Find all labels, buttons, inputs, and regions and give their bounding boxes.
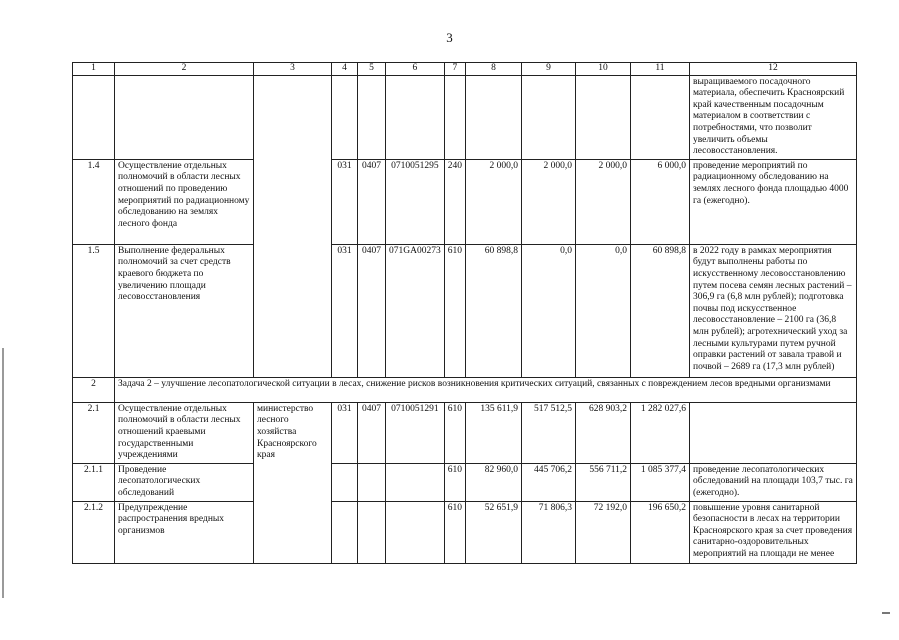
column-header-row <box>73 63 857 76</box>
row-number: 2.1 <box>73 402 115 463</box>
table-row-continuation <box>73 75 857 159</box>
gl-code: 031 <box>332 159 358 244</box>
amount-year-3: 628 903,2 <box>575 402 630 463</box>
section-code: 0407 <box>358 402 386 463</box>
amount-year-1: 82 960,0 <box>465 463 521 501</box>
amount-total: 1 282 027,6 <box>630 402 689 463</box>
amount-total: 60 898,8 <box>630 244 689 377</box>
gl-code: 031 <box>332 244 358 377</box>
section-code: 0407 <box>358 244 386 377</box>
amount-year-3: 2 000,0 <box>575 159 630 244</box>
row-number: 1.5 <box>73 244 115 377</box>
responsible-cell <box>254 75 332 377</box>
column-header: 3 <box>254 63 332 76</box>
amount-year-1: 60 898,8 <box>465 244 521 377</box>
measure-name: Предупреждение распространения вредных организмов <box>115 501 254 563</box>
column-header: 2 <box>115 63 254 76</box>
task-heading: Задача 2 – улучшение лесопатологической ситуации в лесах, снижение рисков возникновения критических ситуаций, связанных с повреждением лесов вредными организмами <box>115 377 857 402</box>
column-header: 4 <box>332 63 358 76</box>
measure-name: Выполнение федеральных полномочий за счет средств краевого бюджета по увеличению площади лесовосстановления <box>115 244 254 377</box>
column-header: 5 <box>358 63 386 76</box>
responsible-cell: министерство лесного хозяйства Красноярского края <box>254 402 332 563</box>
table-row-2-1-2 <box>73 501 857 563</box>
table-row-2-1-1 <box>73 463 857 501</box>
expense-type: 610 <box>444 501 465 563</box>
gl-code: 031 <box>332 402 358 463</box>
column-header: 12 <box>689 63 856 76</box>
expense-type: 610 <box>444 463 465 501</box>
table-row-task-2 <box>73 377 857 402</box>
amount-total: 196 650,2 <box>630 501 689 563</box>
amount-year-1: 2 000,0 <box>465 159 521 244</box>
scan-edge-mark <box>2 348 4 598</box>
table-row-2-1 <box>73 402 857 463</box>
column-header: 9 <box>521 63 575 76</box>
expense-type: 610 <box>444 402 465 463</box>
page-number: 3 <box>446 30 453 45</box>
row-number: 2.1.1 <box>73 463 115 501</box>
expense-type: 610 <box>444 244 465 377</box>
result-cell <box>689 402 856 463</box>
row-number: 1.4 <box>73 159 115 244</box>
amount-total: 1 085 377,4 <box>630 463 689 501</box>
amount-year-3: 0,0 <box>575 244 630 377</box>
result-cell: в 2022 году в рамках мероприятия будут выполнены работы по искусственному лесовосстановлению путем посева семян лесных растений – 306,9 га (6,8 млн рублей); подготовка почвы под искусственное лесовосстановление – 2100 га (36,8 млн рублей); агротехнический уход за лесными культурами путем ручной оправки растений от завала травой и почвой – 2689 га (17,3 млн рублей) <box>689 244 856 377</box>
measure-name: Проведение лесопатологических обследований <box>115 463 254 501</box>
amount-year-1: 135 611,9 <box>465 402 521 463</box>
target-code: 0710051291 <box>386 402 445 463</box>
amount-total: 6 000,0 <box>630 159 689 244</box>
table-row-1-4 <box>73 159 857 244</box>
measure-name: Осуществление отдельных полномочий в области лесных отношений по проведению мероприятий по радиационному обследованию на землях лесного фонда <box>115 159 254 244</box>
budget-table <box>72 62 857 564</box>
amount-year-2: 2 000,0 <box>521 159 575 244</box>
row-number: 2 <box>73 377 115 402</box>
result-cell: выращиваемого посадочного материала, обеспечить Красноярский край качественным посадочным материалом в соответствии с потребностями, что позволит увеличить объемы лесовосстановления. <box>689 75 856 159</box>
amount-year-2: 0,0 <box>521 244 575 377</box>
amount-year-3: 72 192,0 <box>575 501 630 563</box>
target-code: 071GA00273 <box>386 244 445 377</box>
amount-year-1: 52 651,9 <box>465 501 521 563</box>
column-header: 10 <box>575 63 630 76</box>
scan-corner-mark <box>882 612 890 614</box>
column-header: 11 <box>630 63 689 76</box>
result-cell: проведение лесопатологических обследований на площади 103,7 тыс. га (ежегодно). <box>689 463 856 501</box>
column-header: 1 <box>73 63 115 76</box>
expense-type: 240 <box>444 159 465 244</box>
result-cell: повышение уровня санитарной безопасности в лесах на территории Красноярского края за счет проведения санитарно-оздоровительных мероприятий на площади не менее <box>689 501 856 563</box>
section-code: 0407 <box>358 159 386 244</box>
amount-year-2: 445 706,2 <box>521 463 575 501</box>
column-header: 8 <box>465 63 521 76</box>
amount-year-2: 517 512,5 <box>521 402 575 463</box>
measure-name: Осуществление отдельных полномочий в области лесных отношений краевыми государственными учреждениями <box>115 402 254 463</box>
result-cell: проведение мероприятий по радиационному обследованию на землях лесного фонда площадью 4000 га (ежегодно). <box>689 159 856 244</box>
column-header: 6 <box>386 63 445 76</box>
table-row-1-5 <box>73 244 857 377</box>
target-code: 0710051295 <box>386 159 445 244</box>
amount-year-2: 71 806,3 <box>521 501 575 563</box>
row-number: 2.1.2 <box>73 501 115 563</box>
amount-year-3: 556 711,2 <box>575 463 630 501</box>
column-header: 7 <box>444 63 465 76</box>
